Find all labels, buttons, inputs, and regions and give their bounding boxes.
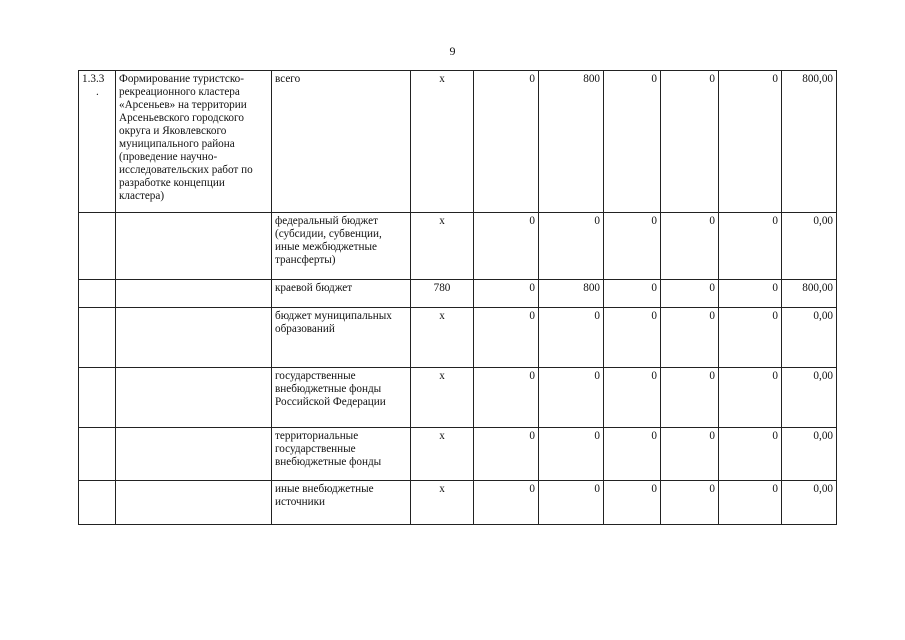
value-cell: х	[411, 481, 474, 525]
total-cell: 0,00	[782, 213, 837, 280]
value-cell: 0	[474, 308, 539, 368]
value-cell: 0	[474, 481, 539, 525]
value-cell: х	[411, 368, 474, 428]
value-cell: х	[411, 71, 474, 213]
value-cell: 0	[604, 368, 661, 428]
funding-source-cell: территориальные государственные внебюджетные фонды	[272, 428, 411, 481]
item-code-cell	[79, 71, 116, 213]
item-code-cell	[79, 368, 116, 428]
value-cell: 0	[661, 368, 719, 428]
value-cell: 0	[661, 213, 719, 280]
value-cell: 0	[539, 368, 604, 428]
value-cell: 0	[661, 280, 719, 308]
value-cell: 0	[604, 213, 661, 280]
value-cell: 0	[474, 368, 539, 428]
value-cell: 0	[719, 308, 782, 368]
value-cell: 0	[539, 213, 604, 280]
measure-name-cell	[116, 368, 272, 428]
value-cell: 0	[474, 213, 539, 280]
value-cell: 0	[719, 71, 782, 213]
value-cell: 0	[719, 280, 782, 308]
value-cell: 0	[474, 428, 539, 481]
measure-name-cell	[116, 213, 272, 280]
value-cell: 0	[719, 213, 782, 280]
value-cell: 0	[661, 428, 719, 481]
value-cell: 0	[539, 481, 604, 525]
total-cell: 0,00	[782, 428, 837, 481]
item-code-cell	[79, 213, 116, 280]
value-cell: 0	[661, 71, 719, 213]
value-cell: 0	[474, 280, 539, 308]
funding-source-cell: иные внебюджетные источники	[272, 481, 411, 525]
measure-name-cell	[116, 481, 272, 525]
value-cell: 0	[604, 481, 661, 525]
value-cell: 0	[719, 428, 782, 481]
funding-source-cell: всего	[272, 71, 411, 213]
table-row	[79, 481, 837, 525]
value-cell: х	[411, 308, 474, 368]
page-number: 9	[449, 44, 456, 58]
funding-source-cell: бюджет муниципальных образований	[272, 308, 411, 368]
table-row	[79, 71, 837, 213]
value-cell: 0	[539, 428, 604, 481]
table-row	[79, 280, 837, 308]
value-cell: 800	[539, 280, 604, 308]
table-row	[79, 428, 837, 481]
measure-name-cell	[116, 308, 272, 368]
measure-name-cell: Формирование туристско-рекреационного кластера «Арсеньев» на территории Арсеньевского городского округа и Яковлевского муниципального района (проведение научно-исследовательских работ по разработке концепции кластера)	[116, 71, 272, 213]
funding-source-cell: краевой бюджет	[272, 280, 411, 308]
value-cell: 0	[604, 280, 661, 308]
value-cell: 0	[604, 71, 661, 213]
item-code-cell	[79, 428, 116, 481]
value-cell: 0	[604, 428, 661, 481]
budget-table	[78, 70, 837, 525]
value-cell: 0	[719, 481, 782, 525]
item-code-cell	[79, 280, 116, 308]
value-cell: 0	[474, 71, 539, 213]
total-cell: 0,00	[782, 308, 837, 368]
funding-source-cell: государственные внебюджетные фонды Российской Федерации	[272, 368, 411, 428]
total-cell: 800,00	[782, 71, 837, 213]
item-code-suffix: .	[96, 86, 99, 98]
total-cell: 0,00	[782, 481, 837, 525]
item-code-cell	[79, 308, 116, 368]
funding-source-cell: федеральный бюджет (субсидии, субвенции, иные межбюджетные трансферты)	[272, 213, 411, 280]
table-row	[79, 368, 837, 428]
value-cell: х	[411, 213, 474, 280]
measure-name-cell	[116, 280, 272, 308]
total-cell: 0,00	[782, 368, 837, 428]
table-row	[79, 213, 837, 280]
total-cell: 800,00	[782, 280, 837, 308]
value-cell: 780	[411, 280, 474, 308]
item-code-cell	[79, 481, 116, 525]
value-cell: 0	[539, 308, 604, 368]
measure-name-cell	[116, 428, 272, 481]
value-cell: 800	[539, 71, 604, 213]
value-cell: х	[411, 428, 474, 481]
value-cell: 0	[604, 308, 661, 368]
value-cell: 0	[661, 308, 719, 368]
item-code: 1.3.3	[82, 73, 105, 85]
value-cell: 0	[719, 368, 782, 428]
table-row	[79, 308, 837, 368]
value-cell: 0	[661, 481, 719, 525]
